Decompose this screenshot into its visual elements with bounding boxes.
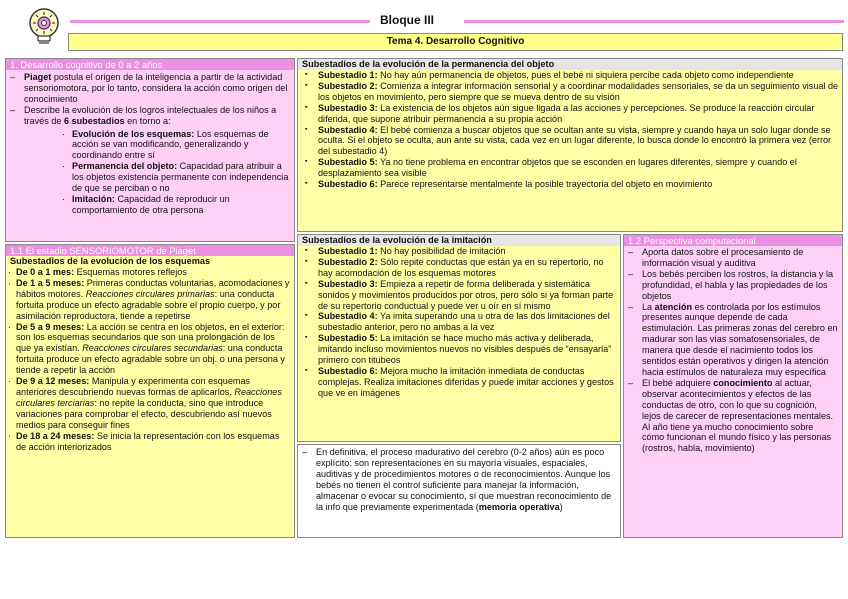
permanence-box [297, 58, 843, 232]
schemes-heading: Subestadios de la evolución de los esquemas [6, 256, 294, 267]
header-bar-right [464, 20, 844, 23]
list-item: – Los bebés perciben los rostros, la distancia y la profundidad, el habla y las propiedades de los objetos [624, 269, 838, 302]
list-item: ▪ Subestadio 3: Empieza a repetir de forma deliberada y sistemática sonidos y movimientos producidos por otros, pero sólo si ya forman parte de su repertorio conductual y puede ver u oír en sí mismo [298, 279, 616, 312]
list-item: · De 18 a 24 meses: Se inicia la representación con los esquemas de acción interiorizados [6, 431, 290, 453]
section-1-1-box [5, 244, 295, 538]
list-item: · De 1 a 5 meses: Primeras conductas voluntarias, acomodaciones y hábitos motores. Reacciones circulares primarias: una conducta fortuita produce un efecto agradable sobre el propio cuerpo, y por asimilación reproductora, tiende a repetirse [6, 278, 290, 322]
list-item: ▪ Subestadio 2: Comienza a integrar información sensorial y a coordinar modalidades sensoriales, se da un seguimiento visual de los objetos en movimiento, pero siempre que se mueva dentro de su visión [298, 81, 842, 103]
list-item: ▪ Subestadio 1: No hay posibilidad de imitación [298, 246, 616, 257]
list-item: ▪ Subestadio 4: Ya imita superando una u otra de las dos limitaciones del subestadio anterior, pero no ambas a la vez [298, 311, 616, 333]
list-item: – En definitiva, el proceso madurativo del cerebro (0-2 años) aún es poco explícito: son representaciones en su mayoría visuales, espaciales, auditivas y de procedimientos motores o de reconocimientos. Aunque los bebés no tienen el control suficiente para manejar la información, almacenar o evocar su conocimiento, sí que muestran reconocimiento de la info que previamente experimentada (memoria operativa) [298, 447, 616, 512]
list-item: · Permanencia del objeto: Capacidad para atribuir a los objetos existencia permanente con independencia de que se perciban o no [66, 161, 294, 194]
tema-title: Tema 4. Desarrollo Cognitivo [68, 33, 843, 51]
imitation-box [297, 234, 621, 442]
section-1-heading: 1. Desarrollo cognitivo de 0 a 2 años [6, 59, 294, 70]
list-item: ▪ Subestadio 3: La existencia de los objetos aún sigue ligada a las acciones y percepciones. Se produce la reacción circular diferida, que supone atribuir permanencia a su propia acción [298, 103, 842, 125]
block-title: Bloque III [380, 13, 434, 27]
list-item: – Describe la evolución de los logros intelectuales de los niños a través de 6 subestadios en torno a: [6, 105, 294, 127]
list-item: ▪ Subestadio 2: Sólo repite conductas que están ya en su repertorio, no hay acomodación de los esquemas motores [298, 257, 616, 279]
list-item: · De 5 a 9 meses: La acción se centra en los objetos, en el exterior: son los esquemas secundarios que son una prolongación de los que ya existían. Reacciones circulares secundarias: una conducta fortuita produce un efecto agradable sobre un obj. o una persona y tiende a repetir la acción [6, 322, 290, 377]
list-item: ▪ Subestadio 5: Ya no tiene problema en encontrar objetos que se esconden en lugares diferentes, siempre y cuando el desplazamiento sea visible [298, 157, 842, 179]
list-item: ▪ Subestadio 4: El bebé comienza a buscar objetos que se ocultan ante su vista, siempre y cuando haya un solo lugar donde se oculta. Si el objeto se oculta, aun ante su vista, cada vez en un lugar diferente, lo busca donde lo encontró la primera vez (error del subestadio 4) [298, 125, 842, 158]
section-1-2-heading: 1.2 Perspectiva computacional [624, 235, 842, 246]
section-1-box [5, 58, 295, 242]
permanence-heading: Subestadios de la evolución de la permanencia del objeto [298, 59, 842, 70]
list-item: ▪ Subestadio 6: Parece representarse mentalmente la posible trayectoria del objeto en movimiento [298, 179, 842, 190]
list-item: – El bebé adquiere conocimiento al actuar, observar acontecimientos y efectos de las conductas de otro, con lo que su cognición, lejos de carecer de representaciones mentales. Al año tiene ya mucho conocimiento sobre cómo funcionan el mundo físico y las personas (rostros, habla, movimiento) [624, 378, 838, 454]
list-item: – La atención es controlada por los estímulos presentes aunque depende de cada estimulación. Las primeras zonas del cerebro en madurar son las vías somatosensoriales, de manera que desde el nacimiento todos los sentidos están operativos y dirigen la atención hacia estímulos de naturaleza muy específica [624, 302, 838, 378]
list-item: · Evolución de los esquemas: Los esquemas de acción se van modificando, generalizando y coordinando entre sí [66, 129, 294, 162]
imitation-heading: Subestadios de la evolución de la imitación [298, 235, 620, 246]
brain-gear-icon [24, 6, 64, 46]
list-item: · De 0 a 1 mes: Esquemas motores reflejos [6, 267, 290, 278]
list-item: – Aporta datos sobre el procesamiento de información visual y auditiva [624, 247, 838, 269]
list-item: – Piaget postula el origen de la inteligencia a partir de la actividad sensoriomotora, por lo tanto, considera la acción como origen del conocimiento [6, 72, 294, 105]
list-item: ▪ Subestadio 5: La imitación se hace mucho más activa y deliberada, imitando incluso movimientos nuevos no visibles después de “ensayarla” primero con titubeos [298, 333, 616, 366]
section-1-2-box [623, 234, 843, 538]
brain-maturation-box [297, 444, 621, 538]
list-item: · De 9 a 12 meses: Manipula y experimenta con esquemas anteriores descubriendo nuevas formas de aplicarlos. Reacciones circulares terciarias: no repite la conducta, sino que introduce variaciones para comprobar el efecto, descubriendo así nuevos medios para conseguir fines [6, 376, 290, 431]
list-item: ▪ Subestadio 6: Mejora mucho la imitación inmediata de conductas complejas. Realiza imitaciones diferidas y puede imitar acciones y gestos que ve en imágenes [298, 366, 616, 399]
section-1-1-heading: 1.1 El estadio SENSORIOMOTOR de Piaget [6, 245, 294, 256]
list-item: ▪ Subestadio 1: No hay aún permanencia de objetos, pues el bebé ni siquiera percibe cada objeto como independiente [298, 70, 842, 81]
header-bar-left [70, 20, 370, 23]
list-item: · Imitación: Capacidad de reproducir un comportamiento de otra persona [66, 194, 294, 216]
